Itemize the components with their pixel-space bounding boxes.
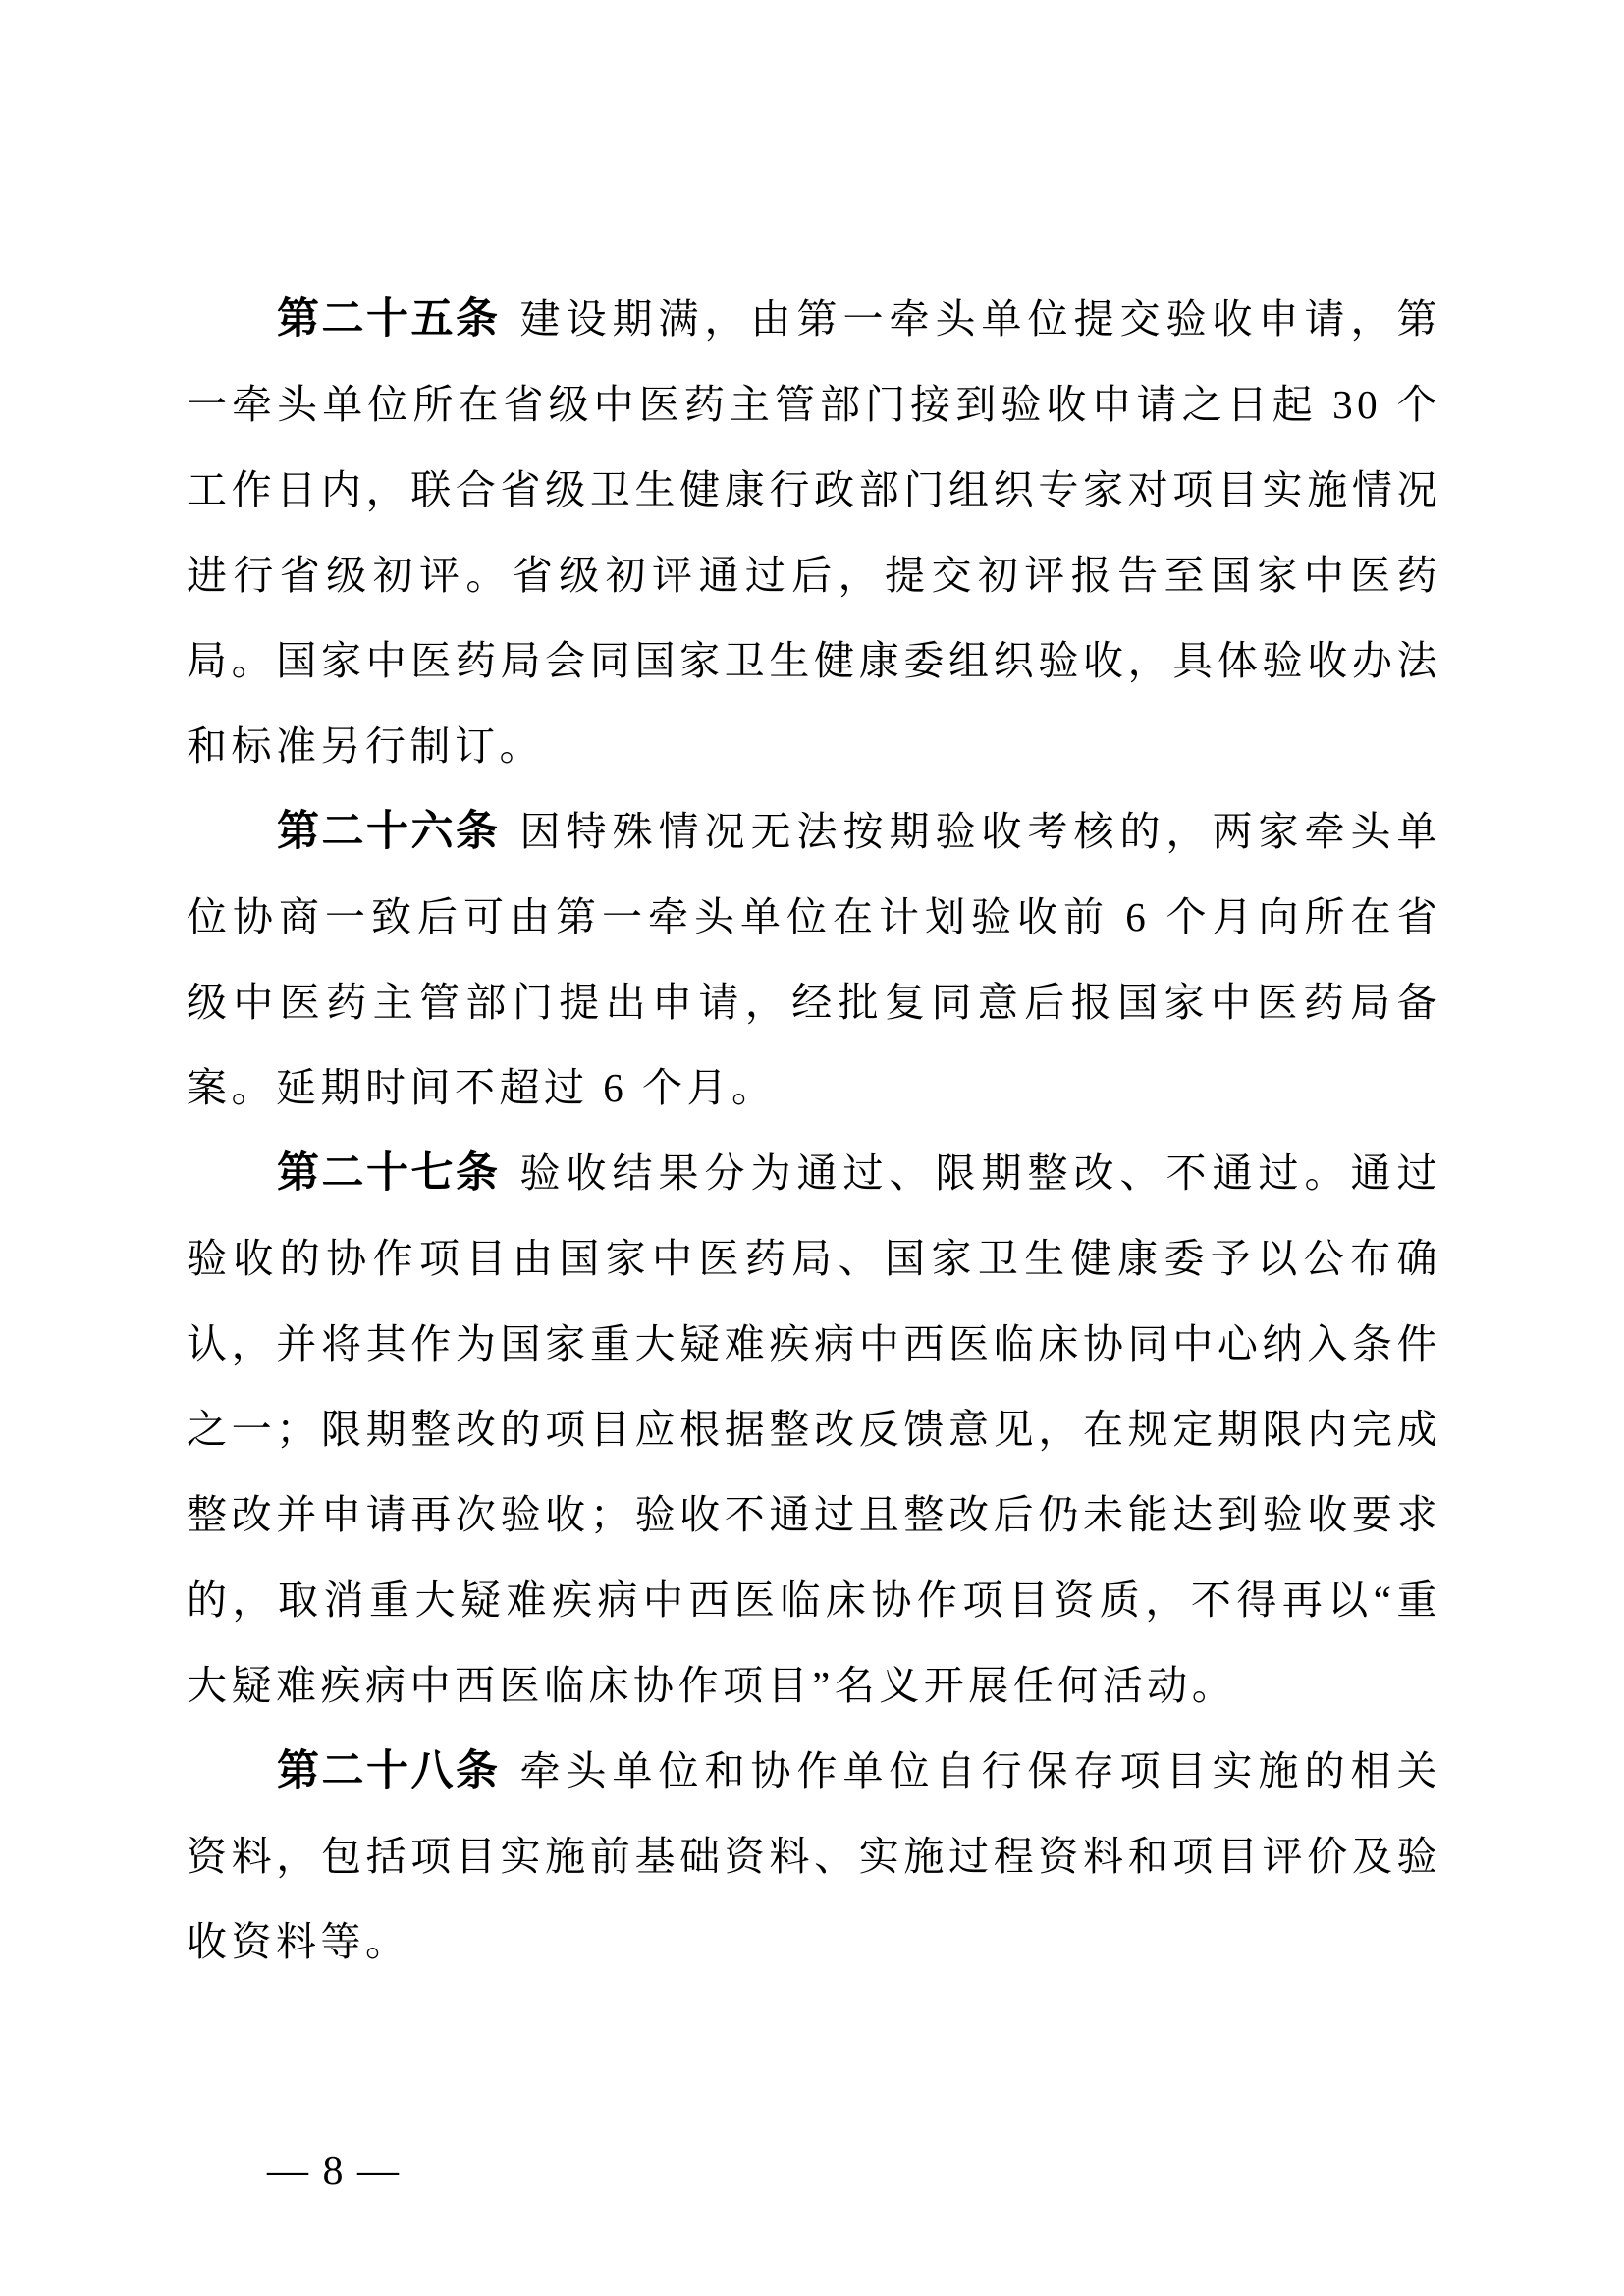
article-paragraph-28 [187,1729,1441,1985]
page-number: — 8 — [267,2149,401,2194]
article-28-body-text: 牵头单位和协作单位自行保存项目实施的相关资料，包括项目实施前基础资料、实施过程资料和项目评价及验收资料等。 [187,1748,1441,1964]
article-paragraph-26 [187,789,1441,1131]
article-27-number-heading: 第二十七条 [277,1148,501,1198]
article-25-number-heading: 第二十五条 [277,294,501,344]
article-26-body-text: 因特殊情况无法按期验收考核的，两家牵头单位协商一致后可由第一牵头单位在计划验收前 6 个月向所在省级中医药主管部门提出申请，经批复同意后报国家中医药局备案。延期时间不超过 6 个月。 [187,809,1441,1110]
article-paragraph-27 [187,1131,1441,1729]
page-footer [218,2083,401,2260]
article-28-number-heading: 第二十八条 [277,1746,501,1795]
document-text-block [187,277,1441,1985]
article-paragraph-25 [187,277,1441,789]
article-25-body-text: 建设期满，由第一牵头单位提交验收申请，第一牵头单位所在省级中医药主管部门接到验收申请之日起 30 个工作日内，联合省级卫生健康行政部门组织专家对项目实施情况进行省级初评。省级初评通过后，提交初评报告至国家中医药局。国家中医药局会同国家卫生健康委组织验收，具体验收办法和标准另行制订。 [187,296,1441,769]
article-27-body-text: 验收结果分为通过、限期整改、不通过。通过验收的协作项目由国家中医药局、国家卫生健康委予以公布确认，并将其作为国家重大疑难疾病中西医临床协同中心纳入条件之一；限期整改的项目应根据整改反馈意见，在规定期限内完成整改并申请再次验收；验收不通过且整改后仍未能达到验收要求的，取消重大疑难疾病中西医临床协作项目资质，不得再以“重大疑难疾病中西医临床协作项目”名义开展任何活动。 [187,1150,1441,1708]
article-26-number-heading: 第二十六条 [277,807,501,856]
